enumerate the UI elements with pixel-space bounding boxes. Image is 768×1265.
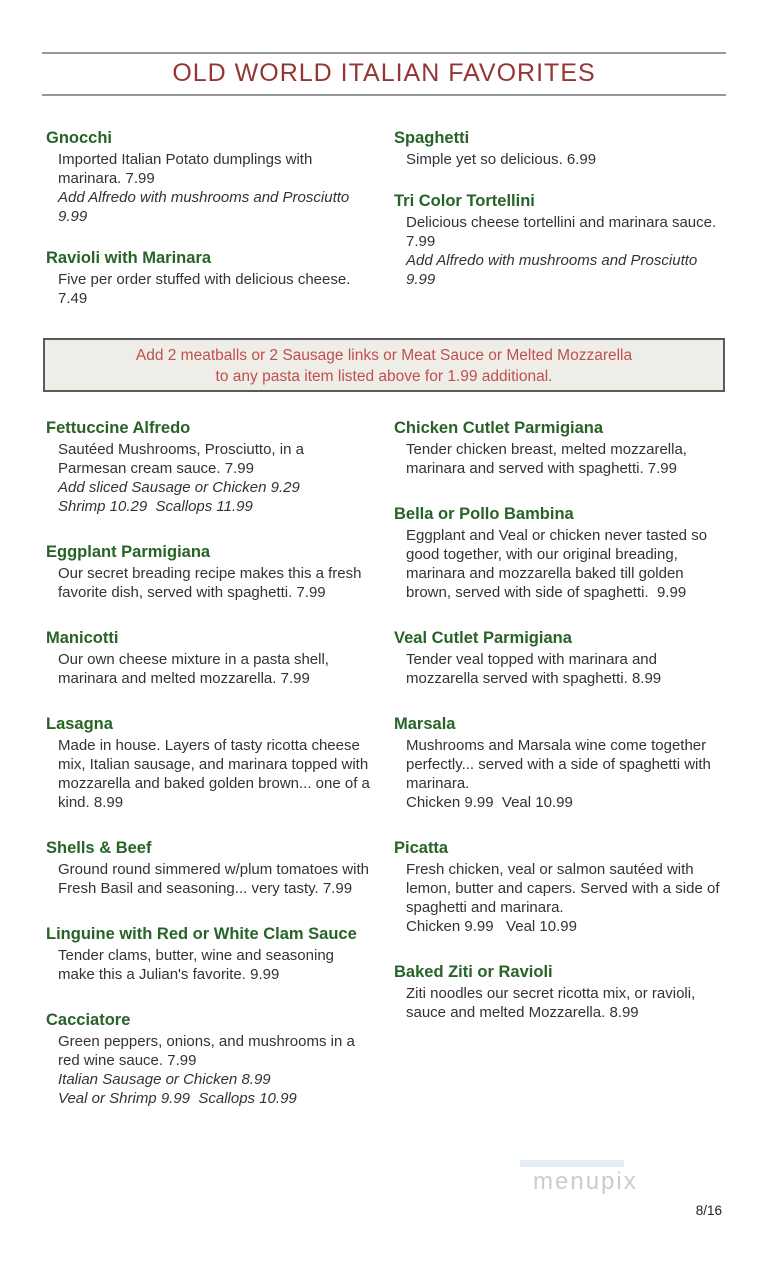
menupix-watermark: menupix: [533, 1168, 638, 1195]
menu-item: [394, 962, 722, 1022]
top-section: [46, 128, 725, 330]
menu-item-description: [46, 946, 374, 984]
menu-item-name: Chicken Cutlet Parmigiana: [394, 419, 604, 437]
menu-item-text: Eggplant and Veal or chicken never tasted so good together, with our original breading, marinara and mozzarella baked till golden brown, served with side of spaghetti. 9.99: [406, 527, 712, 601]
title-rule-bottom: [42, 94, 726, 96]
main-section: [46, 418, 722, 1134]
main-left-column: [46, 418, 374, 1134]
menu-item-text: Fresh chicken, veal or salmon sautéed with lemon, butter and capers. Served with a side of spaghetti and marinara.: [406, 861, 724, 916]
menu-item-description: [46, 440, 374, 516]
menu-item: [394, 128, 722, 169]
menu-item-text: Our secret breading recipe makes this a fresh favorite dish, served with spaghetti. 7.99: [58, 565, 366, 601]
menu-item-note: Italian Sausage or Chicken 8.99: [58, 1071, 271, 1088]
menu-item-text: Made in house. Layers of tasty ricotta cheese mix, Italian sausage, and marinara topped with mozzarella and baked golden brown... one of a kind. 8.99: [58, 737, 375, 811]
menu-item-description: [394, 650, 722, 688]
menu-item-name: Marsala: [394, 715, 456, 733]
page-title: OLD WORLD ITALIAN FAVORITES: [172, 59, 596, 87]
menu-item-text: Delicious cheese tortellini and marinara sauce. 7.99: [406, 214, 725, 250]
menu-item-note: Veal or Shrimp 9.99 Scallops 10.99: [58, 1090, 297, 1107]
promo-banner-line2: to any pasta item listed above for 1.99 additional.: [215, 368, 553, 385]
menu-item-text: Simple yet so delicious. 6.99: [406, 151, 597, 168]
menu-item-description: [394, 526, 722, 602]
promo-banner-line1: Add 2 meatballs or 2 Sausage links or Meat Sauce or Melted Mozzarella: [135, 347, 633, 364]
menu-item: [394, 191, 725, 289]
menu-item: [46, 418, 374, 516]
menu-item-name: Picatta: [394, 839, 449, 857]
menu-item: [46, 628, 374, 688]
menu-item-name: Eggplant Parmigiana: [46, 543, 211, 561]
menu-item-name: Spaghetti: [394, 129, 470, 147]
menu-item-note: Add sliced Sausage or Chicken 9.29: [58, 479, 300, 496]
menu-item-name: Fettuccine Alfredo: [46, 419, 191, 437]
menu-item-text: Tender chicken breast, melted mozzarella, marinara and served with spaghetti. 7.99: [406, 441, 692, 477]
menu-item-text: Our own cheese mixture in a pasta shell, marinara and melted mozzarella. 7.99: [58, 651, 334, 687]
menu-item-name: Lasagna: [46, 715, 113, 733]
menu-item: [46, 838, 374, 898]
menu-item-text: Ground round simmered w/plum tomatoes with Fresh Basil and seasoning... very tasty. 7.99: [58, 861, 374, 897]
menu-item-text: Chicken 9.99 Veal 10.99: [406, 918, 577, 935]
menu-item-description: [46, 150, 374, 226]
menu-item-description: [394, 736, 722, 812]
menu-item-description: [46, 1032, 374, 1108]
watermark-highlight: [520, 1160, 624, 1167]
menu-item-description: [46, 860, 374, 898]
menu-item: [394, 714, 722, 812]
top-left-column: [46, 128, 374, 330]
menu-item-text: Tender veal topped with marinara and mozzarella served with spaghetti. 8.99: [406, 651, 662, 687]
menu-item-text: Green peppers, onions, and mushrooms in a red wine sauce. 7.99: [58, 1033, 360, 1069]
menu-item-text: Ziti noodles our secret ricotta mix, or ravioli, sauce and melted Mozzarella. 8.99: [406, 985, 700, 1021]
menu-item-text: Five per order stuffed with delicious cheese. 7.49: [58, 271, 355, 307]
menu-item: [46, 714, 374, 812]
menu-item-note: Add Alfredo with mushrooms and Prosciutto 9.99: [58, 189, 354, 225]
menu-item: [46, 924, 374, 984]
menu-item: [46, 248, 374, 308]
menu-item-description: [394, 440, 722, 478]
menu-item-description: [46, 564, 374, 602]
header: [46, 52, 722, 96]
menu-item-note: Shrimp 10.29 Scallops 11.99: [58, 498, 253, 515]
menu-item-description: [394, 860, 722, 936]
menu-item: [394, 504, 722, 602]
menu-item-name: Bella or Pollo Bambina: [394, 505, 574, 523]
menu-item-note: Add Alfredo with mushrooms and Prosciutto 9.99: [406, 252, 702, 288]
menu-item-name: Tri Color Tortellini: [394, 192, 535, 210]
menu-item-description: [46, 736, 374, 812]
menu-item-description: [394, 984, 722, 1022]
menu-item-text: Imported Italian Potato dumplings with marinara. 7.99: [58, 151, 317, 187]
menu-item-name: Ravioli with Marinara: [46, 249, 212, 267]
page-number: 8/16: [695, 1203, 722, 1218]
menu-item: [46, 128, 374, 226]
menu-item-name: Shells & Beef: [46, 839, 152, 857]
menu-item-description: [46, 650, 374, 688]
menu-item-name: Gnocchi: [46, 129, 113, 147]
top-right-column: [394, 128, 725, 330]
menu-item: [394, 418, 722, 478]
menu-item: [46, 542, 374, 602]
menu-item-name: Manicotti: [46, 629, 119, 647]
menu-item-text: Tender clams, butter, wine and seasoning make this a Julian's favorite. 9.99: [58, 947, 339, 983]
menu-item-name: Veal Cutlet Parmigiana: [394, 629, 572, 647]
menu-item-name: Baked Ziti or Ravioli: [394, 963, 553, 981]
menu-item-description: [46, 270, 374, 308]
menu-item: [394, 838, 722, 936]
menu-item-name: Linguine with Red or White Clam Sauce: [46, 925, 357, 943]
menu-item-name: Cacciatore: [46, 1011, 131, 1029]
menu-item-text: Chicken 9.99 Veal 10.99: [406, 794, 573, 811]
main-right-column: [394, 418, 722, 1134]
menu-item-description: [394, 150, 722, 169]
menu-item-text: Sautéed Mushrooms, Prosciutto, in a Parmesan cream sauce. 7.99: [58, 441, 309, 477]
menu-item: [394, 628, 722, 688]
menu-item: [46, 1010, 374, 1108]
menu-item-text: Mushrooms and Marsala wine come together perfectly... served with a side of spaghetti with marinara.: [406, 737, 716, 792]
promo-banner: [43, 338, 725, 392]
menu-item-description: [394, 213, 725, 289]
